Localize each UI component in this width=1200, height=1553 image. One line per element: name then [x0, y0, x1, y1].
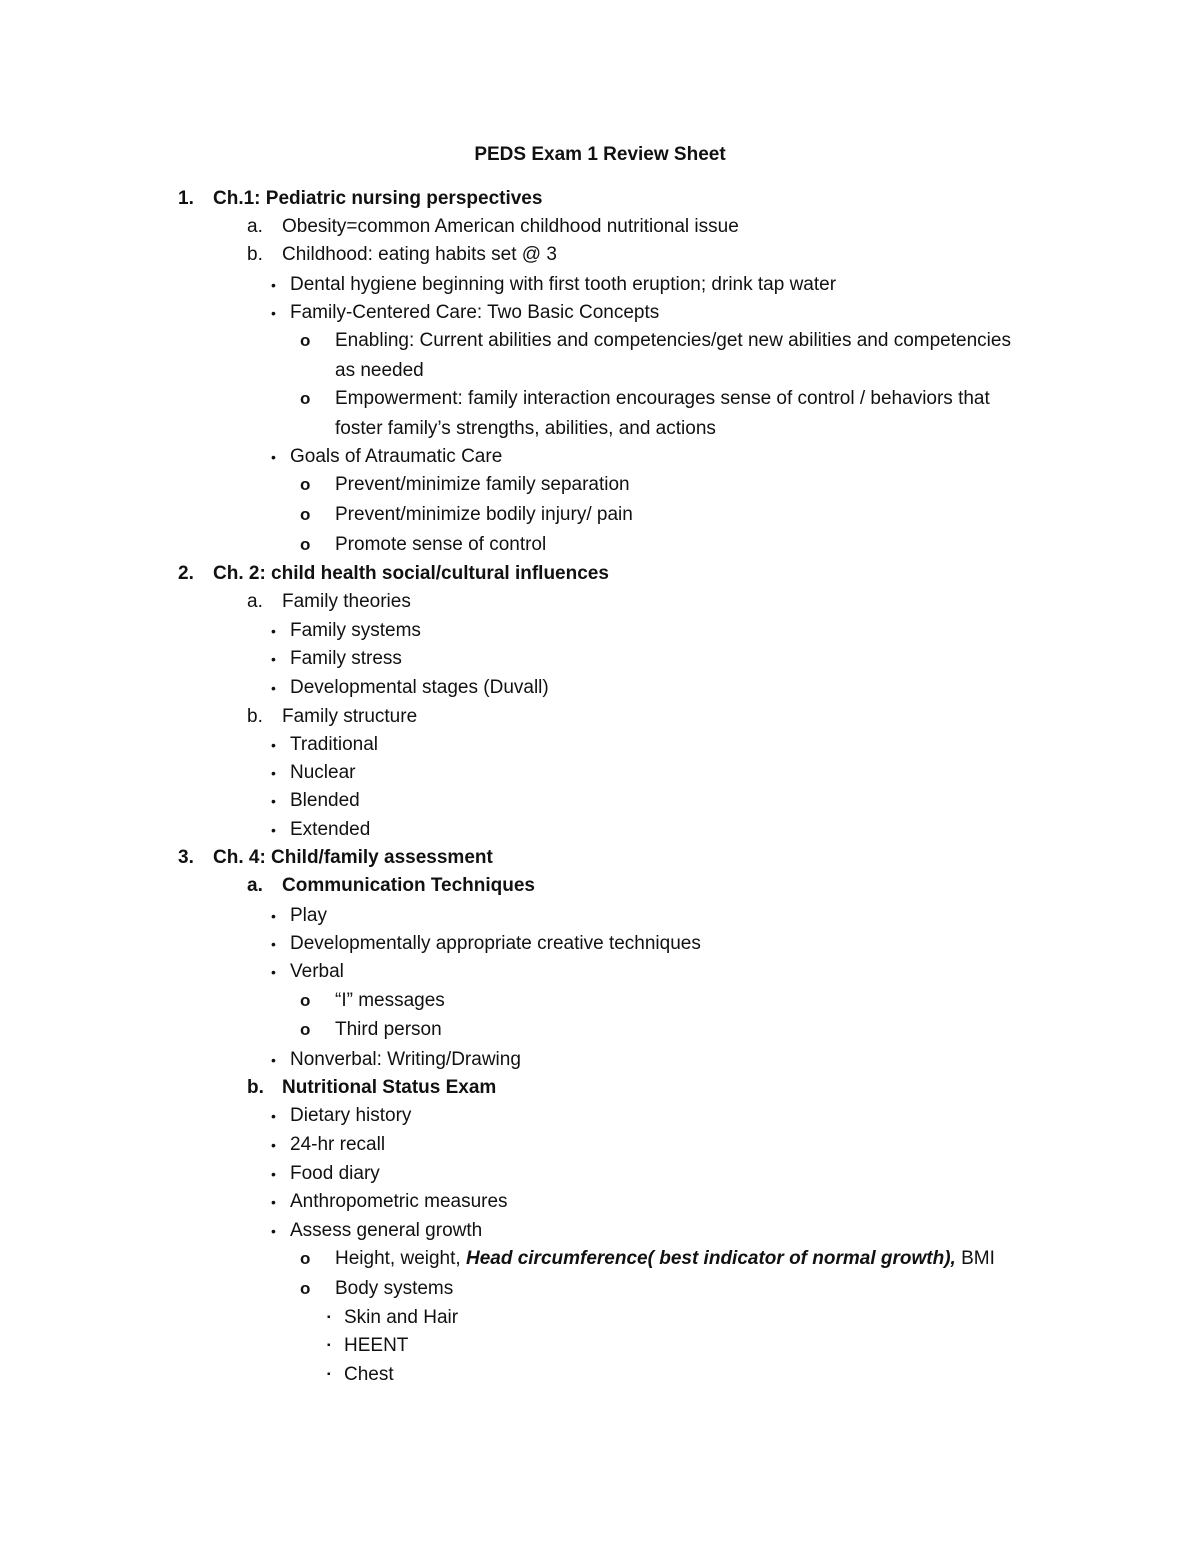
- square-bullet-icon: ▪: [327, 1340, 331, 1351]
- outline-line-level-3: [0, 902, 1200, 930]
- document-title: PEDS Exam 1 Review Sheet: [474, 144, 726, 165]
- bullet-icon: •: [271, 305, 276, 321]
- outline-line-level-4: [0, 1245, 1200, 1273]
- line-text: Prevent/minimize bodily injury/ pain: [335, 504, 633, 525]
- line-text: Play: [290, 905, 327, 926]
- circle-bullet-icon: o: [300, 331, 311, 350]
- bullet-icon: •: [271, 964, 276, 980]
- line-text: Family-Centered Care: Two Basic Concepts: [290, 302, 660, 323]
- outline-line-level-3: [0, 1160, 1200, 1188]
- outline-line-level-1: [0, 185, 1200, 213]
- line-text: Prevent/minimize family separation: [335, 474, 630, 495]
- outline-line-level-3: [0, 1046, 1200, 1074]
- outline-line-level-3: [0, 1188, 1200, 1216]
- outline-line-level-5: [0, 1332, 1200, 1360]
- bullet-icon: •: [271, 651, 276, 667]
- line-text: Blended: [290, 790, 360, 811]
- line-text: Extended: [290, 819, 371, 840]
- line-text: Promote sense of control: [335, 534, 547, 555]
- line-text: [335, 1245, 995, 1273]
- outline-line-level-3: [0, 674, 1200, 702]
- outline-line-level-3: [0, 816, 1200, 844]
- outline-line-level-4: [0, 987, 1200, 1015]
- line-text: Childhood: eating habits set @ 3: [282, 244, 557, 265]
- line-text: Nutritional Status Exam: [282, 1077, 497, 1098]
- outline-line-level-2: [0, 241, 1200, 269]
- line-text: Dietary history: [290, 1105, 412, 1126]
- line-text: Obesity=common American childhood nutritional issue: [282, 216, 739, 237]
- outline-line-level-5: [0, 1304, 1200, 1332]
- bullet-icon: •: [271, 1166, 276, 1182]
- outline-line-level-4: [0, 385, 1200, 413]
- line-text: HEENT: [344, 1335, 409, 1356]
- bullet-icon: •: [271, 936, 276, 952]
- circle-bullet-icon: o: [300, 1279, 311, 1298]
- circle-bullet-icon: o: [300, 535, 311, 554]
- outline-line-level-3: [0, 930, 1200, 958]
- list-number: a.: [247, 216, 263, 237]
- line-text: Family structure: [282, 706, 418, 727]
- outline-line-level-3: [0, 1102, 1200, 1130]
- line-text: Ch.1: Pediatric nursing perspectives: [213, 188, 543, 209]
- line-text: Assess general growth: [290, 1220, 483, 1241]
- outline-line-level-3: [0, 299, 1200, 327]
- outline-line-level-3: [0, 1131, 1200, 1159]
- line-text: Goals of Atraumatic Care: [290, 446, 503, 467]
- outline-line-level-4: [0, 501, 1200, 529]
- outline-line-level-2: [0, 588, 1200, 616]
- list-number: a.: [247, 875, 263, 896]
- circle-bullet-icon: o: [300, 991, 311, 1010]
- circle-bullet-icon: o: [300, 475, 311, 494]
- line-text: Developmentally appropriate creative techniques: [290, 933, 701, 954]
- list-number: b.: [247, 244, 263, 265]
- bullet-icon: •: [271, 680, 276, 696]
- outline-line-level-4: [0, 1016, 1200, 1044]
- circle-bullet-icon: o: [300, 1020, 311, 1039]
- outline-line-level-3: [0, 1217, 1200, 1245]
- line-text: Communication Techniques: [282, 875, 536, 896]
- line-text: Dental hygiene beginning with first tooth eruption; drink tap water: [290, 274, 837, 295]
- bullet-icon: •: [271, 1137, 276, 1153]
- line-text: Nuclear: [290, 762, 356, 783]
- outline-line-level-2: [0, 213, 1200, 241]
- line-text: 24-hr recall: [290, 1134, 386, 1155]
- list-number: a.: [247, 591, 263, 612]
- line-text: Nonverbal: Writing/Drawing: [290, 1049, 521, 1070]
- circle-bullet-icon: o: [300, 505, 311, 524]
- square-bullet-icon: ▪: [327, 1369, 331, 1380]
- bullet-icon: •: [271, 793, 276, 809]
- bullet-icon: •: [271, 908, 276, 924]
- line-text: Traditional: [290, 734, 379, 755]
- line-text: Empowerment: family interaction encourages sense of control / behaviors that: [335, 388, 990, 409]
- square-bullet-icon: ▪: [327, 1312, 331, 1323]
- outline-line-level-4: [0, 1275, 1200, 1303]
- line-text: Body systems: [335, 1278, 454, 1299]
- bullet-icon: •: [271, 277, 276, 293]
- bullet-icon: •: [271, 765, 276, 781]
- circle-bullet-icon: o: [300, 389, 311, 408]
- text-segment: Head circumference( best indicator of normal growth),: [465, 1248, 956, 1269]
- text-segment: BMI: [955, 1248, 995, 1269]
- outline-line-level-4: [0, 531, 1200, 559]
- outline-line-level-3: [0, 271, 1200, 299]
- list-number: b.: [247, 1077, 264, 1098]
- outline-line-level-3: [0, 787, 1200, 815]
- outline-line-level-3: [0, 617, 1200, 645]
- line-text: Developmental stages (Duvall): [290, 677, 549, 698]
- line-text: foster family’s strengths, abilities, and actions: [335, 418, 716, 439]
- line-text: as needed: [335, 360, 424, 381]
- line-text: Family stress: [290, 648, 402, 669]
- line-text: Enabling: Current abilities and competencies/get new abilities and competencies: [335, 330, 1011, 351]
- line-text: Chest: [344, 1364, 394, 1385]
- outline-line-level-4: [0, 327, 1200, 355]
- outline-line-level-1: [0, 560, 1200, 588]
- outline-line-level-4: [0, 415, 1200, 443]
- outline-line-level-3: [0, 958, 1200, 986]
- bullet-icon: •: [271, 1108, 276, 1124]
- line-text: Ch. 4: Child/family assessment: [213, 847, 493, 868]
- outline-line-level-4: [0, 357, 1200, 385]
- text-segment: Height, weight,: [335, 1248, 466, 1269]
- outline-line-level-3: [0, 759, 1200, 787]
- line-text: Family theories: [282, 591, 411, 612]
- bullet-icon: •: [271, 737, 276, 753]
- bullet-icon: •: [271, 1194, 276, 1210]
- outline-line-level-4: [0, 471, 1200, 499]
- line-text: Anthropometric measures: [290, 1191, 508, 1212]
- outline-line-level-3: [0, 645, 1200, 673]
- bullet-icon: •: [271, 449, 276, 465]
- outline-line-level-1: [0, 844, 1200, 872]
- outline-line-level-3: [0, 443, 1200, 471]
- line-text: Third person: [335, 1019, 442, 1040]
- list-number: b.: [247, 706, 263, 727]
- bullet-icon: •: [271, 822, 276, 838]
- bullet-icon: •: [271, 1052, 276, 1068]
- outline-line-level-3: [0, 731, 1200, 759]
- line-text: Skin and Hair: [344, 1307, 459, 1328]
- line-text: “I” messages: [335, 990, 445, 1011]
- bullet-icon: •: [271, 623, 276, 639]
- outline-line-level-5: [0, 1361, 1200, 1389]
- line-text: Food diary: [290, 1163, 380, 1184]
- line-text: Family systems: [290, 620, 421, 641]
- outline-line-level-2: [0, 1074, 1200, 1102]
- list-number: 1.: [178, 188, 194, 209]
- bullet-icon: •: [271, 1223, 276, 1239]
- outline-line-level-2: [0, 872, 1200, 900]
- list-number: 2.: [178, 563, 194, 584]
- line-text: Verbal: [290, 961, 344, 982]
- circle-bullet-icon: o: [300, 1249, 311, 1268]
- outline-line-level-2: [0, 703, 1200, 731]
- line-text: Ch. 2: child health social/cultural influences: [213, 563, 609, 584]
- list-number: 3.: [178, 847, 194, 868]
